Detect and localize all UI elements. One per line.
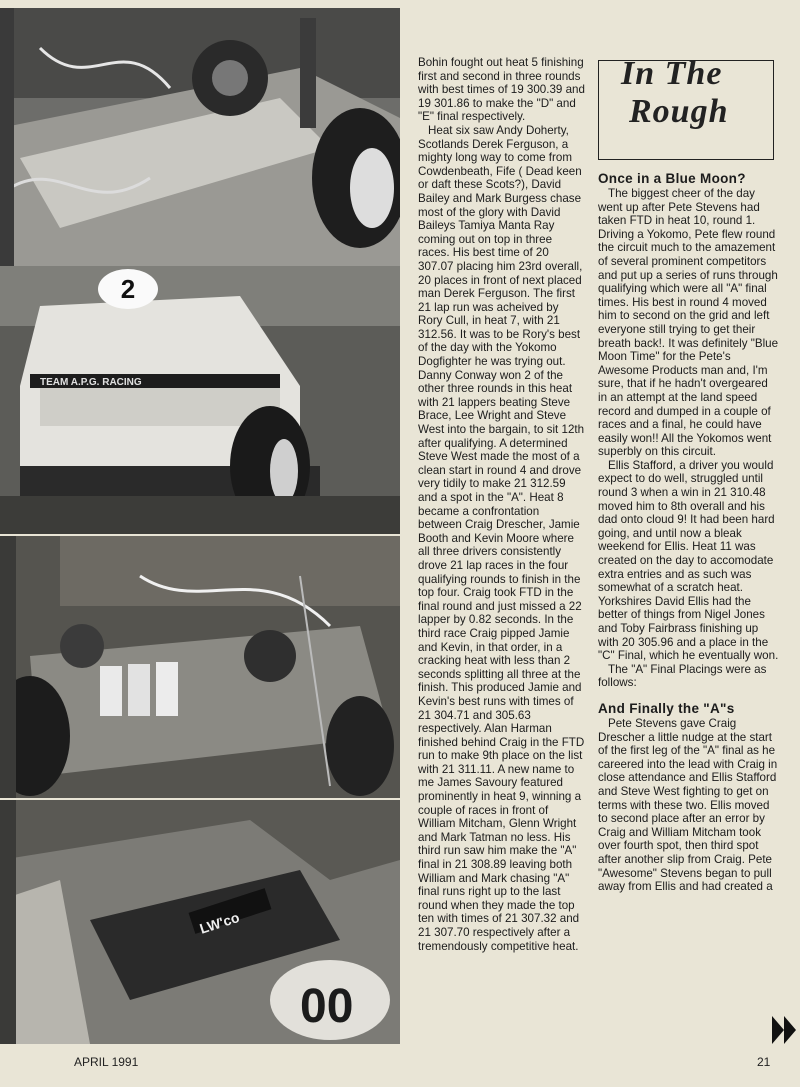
photo-buggy-decals — [0, 800, 400, 1044]
decal-text: LW'co — [197, 908, 242, 937]
big-number: 00 — [300, 980, 354, 1033]
car-number: 2 — [120, 274, 136, 304]
continue-arrow-icon — [772, 1012, 798, 1048]
photo-touring-car-image — [0, 266, 400, 534]
photo-buggy-chassis-image — [0, 8, 400, 266]
in-the-rough-logo — [598, 55, 774, 160]
photo-buggy-decals-image — [0, 800, 400, 1044]
photo-buggy-batteries — [0, 536, 400, 798]
paragraph: The "A" Final Placings were as follows: — [598, 662, 767, 690]
logo-line-1: In The — [621, 55, 723, 92]
photo-buggy-chassis — [0, 8, 400, 266]
paragraph: The biggest cheer of the day went up after Pete Stevens had taken FTD in heat 10, round 1. Driving a Yokomo, Pete flew round the circuit much to the amazement of several prominent competitors and put up a series of runs through qualifying which were all "A" final times. His best in round 4 moved him to second on the grid and left everyone still trying to get their breath back!. It was definitely "Blue Moon Time" for the Pete's Awesome Products man and, I'm sure, that if he hadn't overgeared in an attempt at the land speed record and dumped in a couple of races and a final, he could have easily won!! All the Yokomos went superbly on this circuit. — [598, 187, 779, 459]
subheading: And Finally the "A"s — [598, 700, 735, 716]
car-banner: TEAM A.P.G. RACING — [40, 377, 142, 388]
paragraph: Ellis Stafford, a driver you would expect to do well, struggled until round 3 when a win in 21 310.48 moved him to 8th overall and his dad onto cloud 9! It had been hard going, and until now a bleak weekend for Ellis. Heat 11 was created on the day to accomodate extra entries and as such was somewhat of a scratch heat. Yorkshires David Ellis had the better of things from Nigel Jones and Toby Fairbrass finishing up with 20 305.96 and a place in the "C" Final, which he eventually won. — [598, 458, 779, 663]
paragraph: Heat six saw Andy Doherty, Scotlands Derek Ferguson, a mighty long way to come from Cowdenbeath, Fife ( Dead keen or daft these Scots?), David Bailey and Mark Burgess chase most of the glory with David Baileys Tamiya Manta Ray coming out on top in three races. His best time of 20 307.07 placing him 23rd overall, 20 places in front of next placed man Derek Ferguson. The first 21 lap run was acheived by Rory Cull, in heat 7, with 21 312.56. It was to be Rory's best of the day with the Yokomo Dogfighter he was trying out. Danny Conway won 2 of the other three rounds in this heat with 21 lappers beating Steve Brace, Lee Wright and Steve West into the bargain, to sit 12th after qualifying. A determined Steve West made the most of a clean start in round 4 and drove very tidily to make 21 312.59 and a spot in the "A". Heat 8 became a confrontation between Craig Drescher, Jamie Booth and Kevin Moore where all three drivers consistently drove 21 lap races in the four qualifying rounds to finish in the top four. Craig took FTD in the final round and just missed a 22 lapper by 0.82 seconds. In the third race Craig pipped Jamie and Kevin, in that order, in a cracking heat with less than 2 seconds splitting all three at the finish. This produced Jamie and Kevin's best runs with times of 21 304.71 and 305.63 respectively. Alan Harman finished behind Craig in the FTD run to make 9th place on the list with 21 311.11. A new name to me James Savoury featured prominently in heat 9, winning a couple of races in front of William Mitcham, Glenn Wright and Mark Tatman no less. His third run saw him make the "A" final in 21 308.89 leaving both William and Mark chasing "A" final runs right up to the last round when they made the top ten with times of 21 307.32 and 21 307.70 respectively after a tremendously competitive heat. — [418, 123, 585, 953]
logo-line-2: Rough — [629, 93, 729, 130]
paragraph: Pete Stevens gave Craig Drescher a little nudge at the start of the first leg of the "A" final as he careered into the lead with Craig in close attendance and Ellis Stafford and Steve West fighting to get on terms with these two. Ellis moved to second place after an error by Craig and William Mitcham took over fourth spot, then third spot after another slip from Craig. Pete "Awesome" Stevens began to pull away from Ellis and had created a — [598, 716, 778, 894]
page-number: 21 — [757, 1055, 771, 1069]
article-column-middle — [418, 56, 586, 1046]
article-column-right — [598, 56, 780, 1046]
photo-touring-car — [0, 266, 400, 534]
footer-issue-date: APRIL 1991 — [74, 1055, 139, 1069]
paragraph: Bohin fought out heat 5 finishing first and second in three rounds with best times of 19 300.39 and 19 301.86 to make the "D" and "E" final respectively. — [418, 56, 585, 124]
subheading: Once in a Blue Moon? — [598, 171, 746, 186]
photo-buggy-batteries-image — [0, 536, 400, 798]
